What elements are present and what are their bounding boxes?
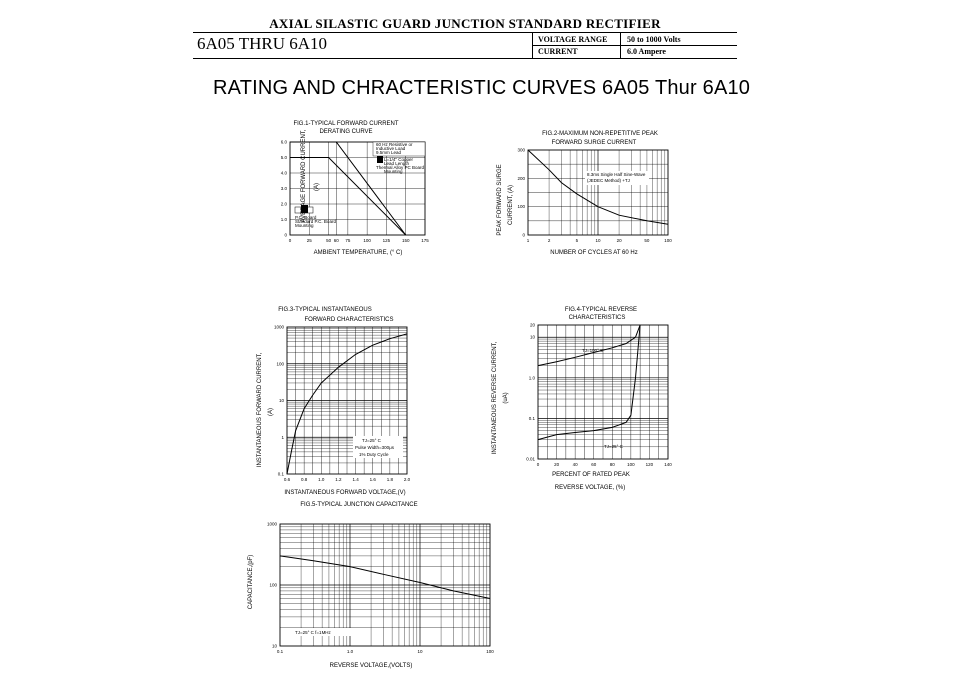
fig1-xtick-label: 60 [333,238,339,243]
fig2-grid [528,150,668,235]
fig5-xtick-label: 1.0 [346,649,354,654]
fig4-ylabel-line2: (uA) [503,392,509,404]
fig2-title-line1: FIG.2-MAXIMUM NON-REPETITIVE PEAK [542,131,658,137]
fig2-title-line2: FORWARD SURGE CURRENT [551,140,637,146]
fig3-xtick-label: 1.2 [335,477,342,482]
voltage-value: 50 to 1000 Volts [627,35,681,44]
fig3-xtick-label: 2.0 [403,477,411,482]
fig1-note-load-line3: 9.5mm Lead [376,150,402,155]
fig1-note-pcb-line1: P.C. Board [295,215,317,220]
fig4-series-hot [538,325,640,366]
fig3-xtick-label: 0.6 [283,477,291,482]
fig3-xtick-label: 1.6 [369,477,376,482]
fig2-xtick-label: 10 [595,238,601,243]
fig1-note-load-line1: 60 Hz Resistive or [376,142,413,147]
fig3-ytick-label: 1 [281,434,284,440]
fig4-title-line2: CHARACTERISTICS [568,315,626,321]
fig5-series-capacitance [280,556,490,599]
fig1-xtick-label: 150 [401,238,410,243]
fig4-xtick-label: 0 [536,462,540,467]
fig1-title-line1: FIG.1-TYPICAL FORWARD CURRENT [293,121,399,127]
fig1-xtick-label: 175 [421,238,429,243]
fig5-ytick-label: 1000 [266,521,277,527]
fig1-chart [240,115,440,260]
fig3-tick-labels [274,325,411,483]
fig3-note-line1: TJ=25° C [362,438,381,443]
fig3-ylabel-line1: INSTANTANEOUS FORWARD CURRENT, [257,352,263,468]
fig3-xtick-label: 1.0 [318,477,325,482]
fig3-ytick-label: 10 [278,398,284,403]
header-rule-bottom [193,58,737,59]
fig1-note-copper-line2: Lead Length [384,161,410,166]
fig2-note-line1: 8.3ms Single Half Sine-Wave [587,172,646,177]
fig4-xtick-label: 100 [627,462,635,467]
fig1-note-copper-line3: Thermal Alloy PC Board [376,165,425,170]
fig2-note-line2: (JEDEC Method) +TJ [587,178,630,183]
fig4-ytick-label: 0.1 [528,415,535,421]
voltage-label: VOLTAGE RANGE [538,35,608,44]
fig5-ylabel: CAPACITANCE,(pF) [248,554,254,610]
fig3-xtick-label: 0.8 [301,477,308,482]
fig4-title-line1: FIG.4-TYPICAL REVERSE [564,307,638,313]
fig1-ytick-label: 6.0 [280,139,287,145]
fig1-ytick-label: 2.0 [280,201,287,207]
fig1-ytick-label: 4.0 [280,170,287,176]
page-title: RATING AND CHRACTERISTIC CURVES 6A05 Thur 6A10 [213,77,751,99]
fig2-xtick-label: 5 [575,238,579,243]
document-title: AXIAL SILASTIC GUARD JUNCTION STANDARD RECTIFIER [269,16,661,31]
fig3-ytick-label: 1000 [273,324,284,330]
fig3-ylabel-line2: (A) [268,408,274,416]
fig4-xlabel-line2: REVERSE VOLTAGE, (%) [554,485,626,491]
fig2-ytick-label: 300 [517,147,525,153]
fig4-chart [488,300,683,495]
fig2-ytick-label: 0 [522,232,525,238]
fig4-xtick-label: 60 [591,462,597,467]
fig1-note-load [373,142,425,156]
current-value: 6.0 Ampere [627,47,666,56]
fig4-grid [538,325,668,459]
fig4-ytick-label: 1.0 [528,375,535,381]
fig3-note-line3: 1% Duty Cycle [359,452,389,457]
fig5-xtick-label: 100 [486,649,494,654]
fig1-note-copper-line4: Mounting [384,169,403,174]
fig5-ytick-label: 10 [271,643,277,649]
fig1-xtick-label: 125 [382,238,391,243]
fig4-xtick-label: 80 [609,462,615,467]
fig2-xtick-label: 50 [644,238,650,243]
fig1-xtick-label: 75 [345,238,351,243]
fig4-xtick-label: 140 [664,462,672,467]
spec-rule-mid [532,45,737,46]
fig2-ylabel-line2: CURRENT, (A) [508,185,514,225]
fig5-ytick-label: 100 [269,582,277,588]
fig2-xtick-label: 20 [616,238,622,243]
fig3-xtick-label: 1.8 [386,477,393,482]
fig4-ytick-label: 10 [529,334,535,340]
fig1-xtick-label: 100 [363,238,371,243]
fig2-ylabel-line1: PEAK FORWARD SURGE [497,164,503,236]
fig1-ytick-label: 3.0 [280,186,287,191]
fig5-xlabel: REVERSE VOLTAGE,(VOLTS) [329,663,413,669]
fig3-title-line2: FORWARD CHARACTERISTICS [304,317,394,323]
fig4-xlabel-line1: PERCENT OF RATED PEAK [552,472,630,478]
part-range: 6A05 THRU 6A10 [197,34,328,53]
fig3-xlabel: INSTANTANEOUS FORWARD VOLTAGE,(V) [284,490,406,496]
fig2-chart [490,125,680,260]
header-rule-top [193,32,737,33]
fig1-ylabel-line1: AVERAGE FORWARD CURRENT, [301,129,307,223]
fig5-chart [242,495,500,675]
fig1-note-pcb-line2: Standard P.C. Board [295,219,336,224]
fig4-tick-labels [526,323,672,468]
fig2-xlabel: NUMBER OF CYCLES AT 60 Hz [550,250,638,256]
fig3-chart [245,300,420,500]
fig5-xtick-label: 10 [417,649,423,654]
fig4-ylabel-line1: INSTANTANEOUS REVERSE CURRENT, [492,341,498,455]
fig2-note [585,171,649,185]
fig3-ytick-label: 0.1 [277,471,284,477]
fig4-label-hot: TJ=100° C [582,348,604,353]
fig3-title-line1: FIG.3-TYPICAL INSTANTANEOUS [278,307,372,313]
fig1-xlabel: AMBIENT TEMPERATURE, (° C) [313,250,403,256]
fig5-note: TJ=25° C f=1MHz [295,630,331,635]
current-label: CURRENT [538,47,578,56]
fig1-xtick-label: 0 [288,238,292,243]
fig3-xtick-label: 1.4 [352,477,359,482]
fig4-label-cold: TJ=25° C [604,444,623,449]
fig1-title-line2: DERATING CURVE [319,129,373,135]
fig3-note [353,436,403,458]
fig1-note-copper-line1: L=1/4" Copper [384,157,413,162]
fig2-ytick-label: 200 [517,175,525,181]
fig1-ylabel-line2: (A) [314,183,320,191]
fig4-xtick-label: 40 [572,462,578,467]
fig5-grid [280,524,490,646]
fig2-xtick-label: 100 [664,238,672,243]
fig1-note-copper [376,156,425,174]
fig1-xtick-label: 50 [326,238,332,243]
fig1-note-pcb-line3: Mounting [295,223,314,228]
fig3-ytick-label: 100 [276,361,284,367]
fig1-xtick-label: 25 [306,238,312,243]
fig3-note-line2: Pulse Width=300μs [355,445,394,450]
fig2-ytick-label: 100 [517,204,525,210]
fig2-xtick-label: 2 [547,238,551,243]
fig5-xtick-label: 0.1 [276,649,284,654]
fig4-ytick-label: 0.01 [526,456,535,462]
fig1-ytick-label: 1.0 [280,217,287,222]
fig4-xtick-label: 20 [554,462,560,467]
fig1-ytick-label: 0 [284,232,287,238]
fig5-title: FIG.5-TYPICAL JUNCTION CAPACITANCE [300,502,418,508]
fig1-note-load-line2: Inductive Load [376,146,406,151]
fig4-ytick-label: 20 [529,322,535,328]
fig2-xtick-label: 1 [526,238,530,243]
fig1-ytick-label: 5.0 [280,155,287,160]
fig4-xtick-label: 120 [645,462,654,467]
